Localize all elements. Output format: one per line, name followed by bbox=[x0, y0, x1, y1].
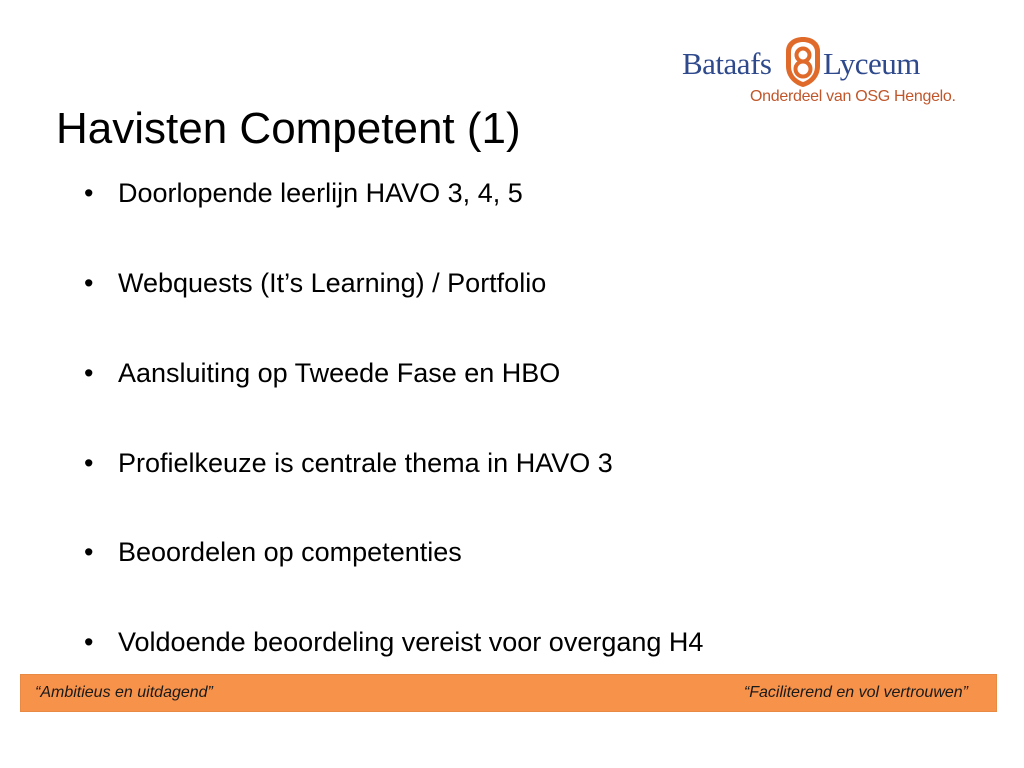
bullet-dot: • bbox=[84, 627, 94, 657]
bullet-text: Aansluiting op Tweede Fase en HBO bbox=[118, 358, 561, 388]
bullet-text: Webquests (It’s Learning) / Portfolio bbox=[118, 268, 547, 298]
bullet-dot: • bbox=[84, 537, 94, 567]
bullet-text: Voldoende beoordeling vereist voor overgang H4 bbox=[118, 627, 704, 657]
bullet-text: Doorlopende leerlijn HAVO 3, 4, 5 bbox=[118, 178, 523, 208]
logo-emblem-icon bbox=[782, 36, 824, 88]
bullet-text: Beoordelen op competenties bbox=[118, 537, 462, 567]
bullet-dot: • bbox=[84, 268, 94, 298]
footer-motto-right: “Faciliterend en vol vertrouwen” bbox=[743, 684, 968, 701]
bullet-dot: • bbox=[84, 358, 94, 388]
logo-word-left: Bataafs bbox=[682, 46, 772, 81]
logo-word-right: Lyceum bbox=[823, 46, 920, 81]
bullet-dot: • bbox=[84, 448, 94, 478]
school-logo bbox=[678, 36, 956, 116]
bullet-text: Profielkeuze is centrale thema in HAVO 3 bbox=[118, 448, 613, 478]
footer-motto-left: “Ambitieus en uitdagend” bbox=[35, 684, 213, 701]
logo-wordmark bbox=[678, 36, 948, 86]
bullet-dot: • bbox=[84, 178, 94, 208]
footer-bar bbox=[20, 674, 997, 712]
slide-title: Havisten Competent (1) bbox=[56, 104, 521, 153]
logo-subtitle: Onderdeel van OSG Hengelo. bbox=[750, 88, 956, 105]
